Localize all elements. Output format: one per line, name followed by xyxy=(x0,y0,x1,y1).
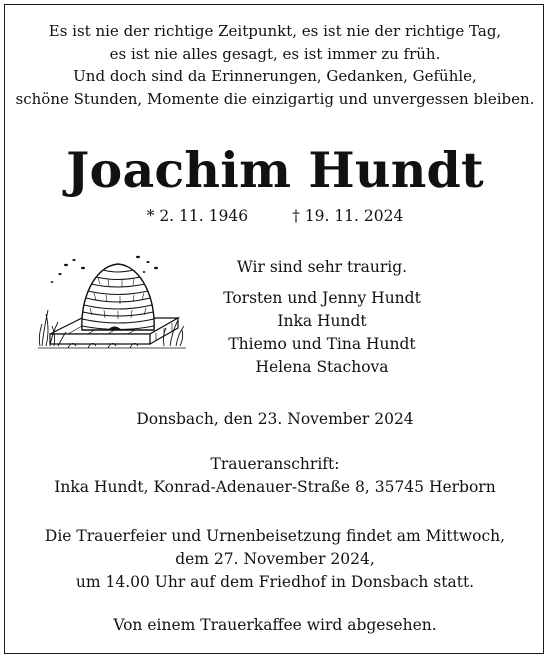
mourners-heading: Wir sind sehr traurig. xyxy=(236,258,408,276)
funeral-line: dem 27. November 2024, xyxy=(175,550,375,568)
mourner-name: Thiemo und Tina Hundt xyxy=(228,335,416,353)
mourner-name: Inka Hundt xyxy=(277,312,367,330)
funeral-line: Die Trauerfeier und Urnenbeisetzung findet am Mittwoch, xyxy=(44,527,506,545)
life-dates xyxy=(0,206,550,226)
place-date: Donsbach, den 23. November 2024 xyxy=(136,410,414,428)
poem-line: es ist nie alles gesagt, es ist immer zu früh. xyxy=(109,44,441,63)
funeral-line: um 14.00 Uhr auf dem Friedhof in Donsbach statt. xyxy=(75,573,475,591)
deceased-name: Joachim Hundt xyxy=(66,141,484,199)
poem-line: schöne Stunden, Momente die einzigartig und unvergessen bleiben. xyxy=(15,89,535,108)
memorial-poem xyxy=(0,20,550,110)
death-date: † 19. 11. 2024 xyxy=(292,207,404,225)
birth-date: * 2. 11. 1946 xyxy=(146,207,249,225)
beehive-icon xyxy=(38,248,186,366)
poem-line: Und doch sind da Erinnerungen, Gedanken, Gefühle, xyxy=(73,67,477,85)
mourners-list xyxy=(200,256,444,379)
address-line: Inka Hundt, Konrad-Adenauer-Straße 8, 35745 Herborn xyxy=(54,478,496,496)
funeral-info xyxy=(0,525,550,594)
coffee-note: Von einem Trauerkaffee wird abgesehen. xyxy=(113,616,437,634)
poem-line: Es ist nie der richtige Zeitpunkt, es ist nie der richtige Tag, xyxy=(48,22,502,40)
mourning-address xyxy=(0,453,550,499)
mourner-name: Helena Stachova xyxy=(255,358,389,376)
mourner-name: Torsten und Jenny Hundt xyxy=(223,289,421,307)
address-label: Traueranschrift: xyxy=(210,455,340,473)
